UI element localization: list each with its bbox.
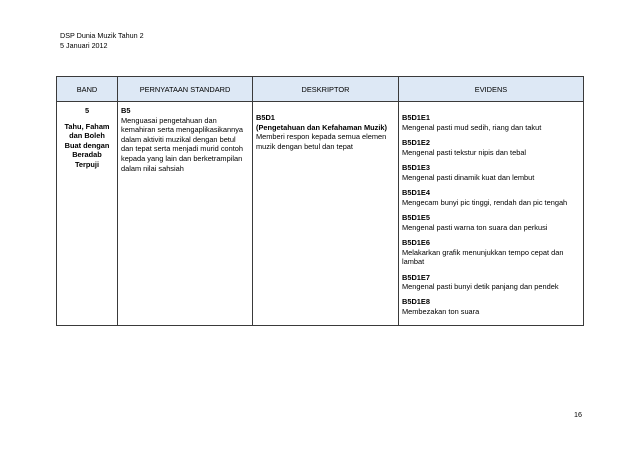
descriptor-code: B5D1 [256, 113, 275, 122]
evidence-text: Melakarkan grafik menunjukkan tempo cepat dan lambat [402, 247, 564, 267]
evidence-text: Mengecam bunyi pic tinggi, rendah dan pic tengah [402, 197, 568, 207]
evidence-code: B5D1E8 [402, 297, 430, 307]
dsp-table [56, 76, 584, 326]
standard-text: Menguasai pengetahuan dan kemahiran serta mengaplikasikannya dalam aktiviti muzikal dengan betul dan tepat serta menjadi murid contoh kepada yang lain dan berketrampilan dalam nilai sahsiah [121, 115, 244, 173]
descriptor-title: (Pengetahuan dan Kefahaman Muzik) [256, 122, 387, 132]
page-number: 16 [574, 410, 582, 419]
evidence-text: Mengenal pasti mud sedih, riang dan takut [402, 122, 542, 132]
evidence-item [402, 238, 580, 267]
table-header-row [57, 77, 584, 102]
evidence-item [402, 297, 580, 316]
evidence-code: B5D1E6 [402, 237, 430, 247]
evidence-text: Membezakan ton suara [402, 307, 480, 317]
descriptor-text: Memberi respon kepada semua elemen muzik dengan betul dan tepat [256, 132, 387, 151]
evidence-text: Mengenal pasti warna ton suara dan perkusi [402, 222, 548, 232]
evidence-code: B5D1E5 [402, 212, 430, 222]
evidence-item [402, 273, 580, 292]
evidence-item [402, 113, 580, 132]
band-number: 5 [84, 106, 90, 115]
column-header-standard: PERNYATAAN STANDARD [118, 77, 253, 102]
column-header-descriptor: DESKRIPTOR [253, 77, 399, 102]
column-header-band: BAND [57, 77, 118, 102]
evidence-item [402, 163, 580, 182]
descriptor-cell [253, 102, 399, 326]
evidence-code: B5D1E1 [402, 113, 430, 122]
evidence-text: Mengenal pasti bunyi detik panjang dan pendek [402, 282, 559, 292]
evidence-code: B5D1E4 [402, 187, 430, 197]
evidence-cell [399, 102, 584, 326]
evidence-item [402, 213, 580, 232]
evidence-item [402, 188, 580, 207]
evidence-text: Mengenal pasti tekstur nipis dan tebal [402, 147, 527, 157]
standard-cell [118, 102, 253, 326]
column-header-evidence: EVIDENS [399, 77, 584, 102]
band-cell [57, 102, 118, 326]
evidence-code: B5D1E2 [402, 137, 430, 147]
evidence-code: B5D1E7 [402, 272, 430, 282]
document-header-title: DSP Dunia Muzik Tahun 2 [60, 31, 144, 40]
standard-code: B5 [121, 106, 131, 115]
table-row [57, 102, 584, 326]
evidence-item [402, 138, 580, 157]
document-header-date: 5 Januari 2012 [60, 41, 108, 50]
evidence-text: Mengenal pasti dinamik kuat dan lembut [402, 172, 535, 182]
evidence-code: B5D1E3 [402, 162, 430, 172]
band-title: Tahu, Faham dan Boleh Buat dengan Beradab Terpuji [64, 121, 110, 169]
